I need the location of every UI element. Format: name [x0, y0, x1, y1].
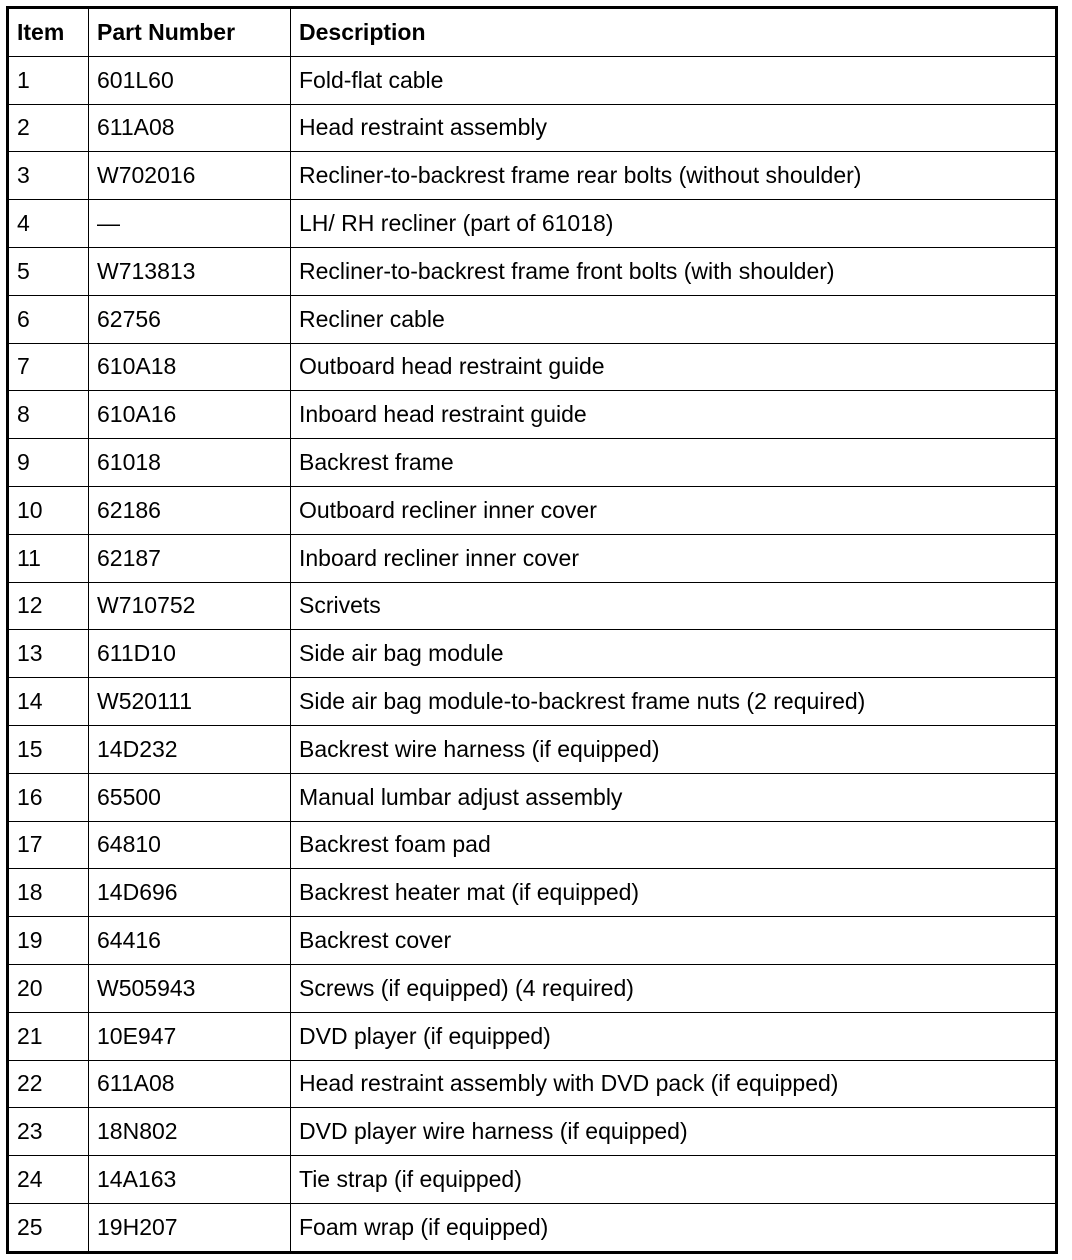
description-cell: Backrest foam pad [291, 821, 1057, 869]
table-row [8, 630, 1057, 678]
parts-table [6, 6, 1058, 1254]
description-cell: DVD player (if equipped) [291, 1012, 1057, 1060]
description-cell: DVD player wire harness (if equipped) [291, 1108, 1057, 1156]
item-cell: 1 [8, 56, 89, 104]
part-number-cell: 611A08 [89, 104, 291, 152]
description-cell: Head restraint assembly with DVD pack (if equipped) [291, 1060, 1057, 1108]
part-number-cell: 64810 [89, 821, 291, 869]
part-number-cell: W710752 [89, 582, 291, 630]
part-number-cell: 19H207 [89, 1203, 291, 1252]
item-cell: 4 [8, 200, 89, 248]
part-number-cell: 65500 [89, 773, 291, 821]
item-cell: 20 [8, 964, 89, 1012]
item-cell: 13 [8, 630, 89, 678]
item-cell: 23 [8, 1108, 89, 1156]
item-cell: 6 [8, 295, 89, 343]
description-cell: Backrest cover [291, 917, 1057, 965]
table-row [8, 869, 1057, 917]
item-cell: 5 [8, 247, 89, 295]
description-cell: Backrest wire harness (if equipped) [291, 725, 1057, 773]
description-cell: Fold-flat cable [291, 56, 1057, 104]
column-header-part-number: Part Number [89, 8, 291, 57]
table-row [8, 821, 1057, 869]
part-number-cell: W505943 [89, 964, 291, 1012]
description-cell: Foam wrap (if equipped) [291, 1203, 1057, 1252]
item-cell: 18 [8, 869, 89, 917]
description-cell: LH/ RH recliner (part of 61018) [291, 200, 1057, 248]
part-number-cell: W713813 [89, 247, 291, 295]
part-number-cell: 62187 [89, 534, 291, 582]
part-number-cell: 61018 [89, 439, 291, 487]
item-cell: 24 [8, 1156, 89, 1204]
part-number-cell: 611A08 [89, 1060, 291, 1108]
item-cell: 3 [8, 152, 89, 200]
table-row [8, 391, 1057, 439]
table-row [8, 725, 1057, 773]
part-number-cell: 610A18 [89, 343, 291, 391]
table-row [8, 1203, 1057, 1252]
part-number-cell: 610A16 [89, 391, 291, 439]
part-number-cell: 14A163 [89, 1156, 291, 1204]
part-number-cell: 18N802 [89, 1108, 291, 1156]
table-row [8, 486, 1057, 534]
table-row [8, 56, 1057, 104]
item-cell: 2 [8, 104, 89, 152]
table-row [8, 247, 1057, 295]
table-row [8, 1012, 1057, 1060]
item-cell: 17 [8, 821, 89, 869]
item-cell: 25 [8, 1203, 89, 1252]
description-cell: Inboard recliner inner cover [291, 534, 1057, 582]
table-row [8, 582, 1057, 630]
description-cell: Outboard recliner inner cover [291, 486, 1057, 534]
description-cell: Side air bag module-to-backrest frame nuts (2 required) [291, 678, 1057, 726]
description-cell: Screws (if equipped) (4 required) [291, 964, 1057, 1012]
table-row [8, 917, 1057, 965]
item-cell: 22 [8, 1060, 89, 1108]
description-cell: Recliner-to-backrest frame front bolts (with shoulder) [291, 247, 1057, 295]
description-cell: Outboard head restraint guide [291, 343, 1057, 391]
part-number-cell: W520111 [89, 678, 291, 726]
description-cell: Side air bag module [291, 630, 1057, 678]
column-header-item: Item [8, 8, 89, 57]
table-row [8, 104, 1057, 152]
part-number-cell: 601L60 [89, 56, 291, 104]
table-row [8, 152, 1057, 200]
table-row [8, 343, 1057, 391]
table-row [8, 964, 1057, 1012]
part-number-cell: 62186 [89, 486, 291, 534]
part-number-cell: 64416 [89, 917, 291, 965]
description-cell: Backrest heater mat (if equipped) [291, 869, 1057, 917]
table-row [8, 678, 1057, 726]
table-row [8, 439, 1057, 487]
part-number-cell: — [89, 200, 291, 248]
description-cell: Tie strap (if equipped) [291, 1156, 1057, 1204]
description-cell: Inboard head restraint guide [291, 391, 1057, 439]
table-row [8, 1060, 1057, 1108]
description-cell: Recliner-to-backrest frame rear bolts (without shoulder) [291, 152, 1057, 200]
description-cell: Scrivets [291, 582, 1057, 630]
part-number-cell: W702016 [89, 152, 291, 200]
table-row [8, 295, 1057, 343]
table-row [8, 534, 1057, 582]
part-number-cell: 62756 [89, 295, 291, 343]
item-cell: 10 [8, 486, 89, 534]
item-cell: 15 [8, 725, 89, 773]
item-cell: 19 [8, 917, 89, 965]
item-cell: 11 [8, 534, 89, 582]
description-cell: Head restraint assembly [291, 104, 1057, 152]
part-number-cell: 14D696 [89, 869, 291, 917]
item-cell: 7 [8, 343, 89, 391]
parts-table-body [8, 56, 1057, 1252]
item-cell: 14 [8, 678, 89, 726]
description-cell: Recliner cable [291, 295, 1057, 343]
table-header-row [8, 8, 1057, 57]
table-row [8, 773, 1057, 821]
table-row [8, 1156, 1057, 1204]
item-cell: 9 [8, 439, 89, 487]
item-cell: 8 [8, 391, 89, 439]
item-cell: 12 [8, 582, 89, 630]
table-row [8, 1108, 1057, 1156]
part-number-cell: 14D232 [89, 725, 291, 773]
parts-list-sheet [6, 6, 1058, 1252]
column-header-description: Description [291, 8, 1057, 57]
part-number-cell: 611D10 [89, 630, 291, 678]
table-row [8, 200, 1057, 248]
description-cell: Manual lumbar adjust assembly [291, 773, 1057, 821]
item-cell: 16 [8, 773, 89, 821]
part-number-cell: 10E947 [89, 1012, 291, 1060]
description-cell: Backrest frame [291, 439, 1057, 487]
item-cell: 21 [8, 1012, 89, 1060]
